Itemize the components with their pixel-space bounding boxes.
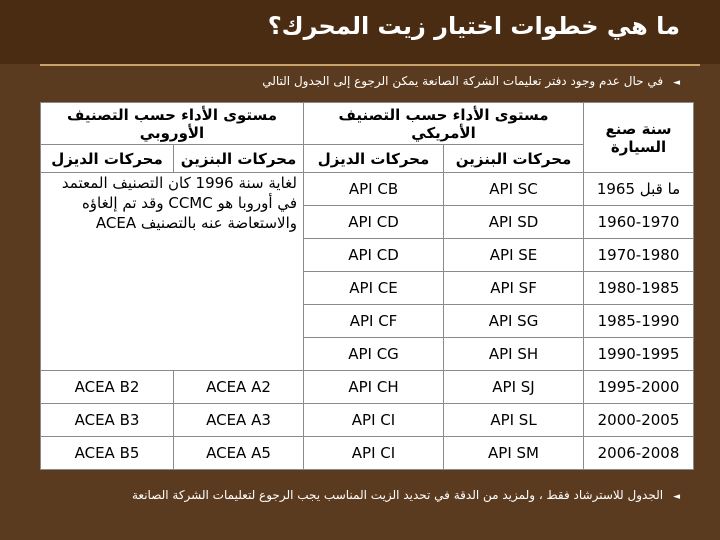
- subheader-us-diesel: محركات الديزل: [304, 145, 444, 173]
- year-cell: 1970-1980: [584, 239, 694, 272]
- subheader-eu-diesel: محركات الديزل: [41, 145, 174, 173]
- header-european: مستوى الأداء حسب التصنيف الأوروبي: [41, 103, 304, 145]
- eu-gasoline-cell: ACEA A3: [174, 404, 304, 437]
- eu-gasoline-cell: ACEA A5: [174, 437, 304, 470]
- year-cell: ما قبل 1965: [584, 173, 694, 206]
- us-diesel-cell: API CI: [304, 437, 444, 470]
- eu-diesel-cell: ACEA B3: [41, 404, 174, 437]
- us-diesel-cell: API CD: [304, 206, 444, 239]
- table-row: [41, 173, 694, 206]
- year-cell: 1990-1995: [584, 338, 694, 371]
- us-diesel-cell: API CB: [304, 173, 444, 206]
- subheader-eu-gasoline: محركات البنزين: [174, 145, 304, 173]
- eu-diesel-cell: ACEA B5: [41, 437, 174, 470]
- year-cell: 1995-2000: [584, 371, 694, 404]
- bullet-arrow-icon: ◄: [673, 492, 680, 502]
- us-gasoline-cell: API SG: [444, 305, 584, 338]
- intro-bullet-text: في حال عدم وجود دفتر تعليمات الشركة الصانعة يمكن الرجوع إلى الجدول التالي: [262, 74, 664, 88]
- table-row: [41, 437, 694, 470]
- table-row: [41, 404, 694, 437]
- footnote-bullet: [132, 488, 680, 502]
- bullet-arrow-icon: ◄: [673, 78, 680, 88]
- us-gasoline-cell: API SJ: [444, 371, 584, 404]
- europe-note-cell: لغاية سنة 1996 كان التصنيف المعتمد في أوروبا هو CCMC وقد تم إلغاؤه والاستعاضة عنه بالتصنيف ACEA: [41, 173, 304, 371]
- year-cell: 2006-2008: [584, 437, 694, 470]
- us-gasoline-cell: API SM: [444, 437, 584, 470]
- header-year: سنة صنع السيارة: [584, 103, 694, 173]
- year-cell: 2000-2005: [584, 404, 694, 437]
- year-cell: 1980-1985: [584, 272, 694, 305]
- table-row: [41, 371, 694, 404]
- us-gasoline-cell: API SF: [444, 272, 584, 305]
- us-diesel-cell: API CF: [304, 305, 444, 338]
- us-diesel-cell: API CE: [304, 272, 444, 305]
- us-gasoline-cell: API SD: [444, 206, 584, 239]
- us-diesel-cell: API CI: [304, 404, 444, 437]
- oil-selection-table: [40, 102, 694, 470]
- year-cell: 1985-1990: [584, 305, 694, 338]
- us-diesel-cell: API CH: [304, 371, 444, 404]
- footnote-bullet-text: الجدول للاسترشاد فقط ، ولمزيد من الدقة في تحديد الزيت المناسب يجب الرجوع لتعليمات الشركة الصانعة: [131, 488, 664, 502]
- us-gasoline-cell: API SH: [444, 338, 584, 371]
- us-diesel-cell: API CG: [304, 338, 444, 371]
- eu-gasoline-cell: ACEA A2: [174, 371, 304, 404]
- us-gasoline-cell: API SL: [444, 404, 584, 437]
- year-cell: 1960-1970: [584, 206, 694, 239]
- intro-bullet: [262, 74, 680, 88]
- us-diesel-cell: API CD: [304, 239, 444, 272]
- title-divider: [40, 64, 700, 66]
- subheader-us-gasoline: محركات البنزين: [444, 145, 584, 173]
- us-gasoline-cell: API SE: [444, 239, 584, 272]
- header-american: مستوى الأداء حسب التصنيف الأمريكي: [304, 103, 584, 145]
- slide-title: ما هي خطوات اختيار زيت المحرك؟: [267, 12, 680, 40]
- us-gasoline-cell: API SC: [444, 173, 584, 206]
- eu-diesel-cell: ACEA B2: [41, 371, 174, 404]
